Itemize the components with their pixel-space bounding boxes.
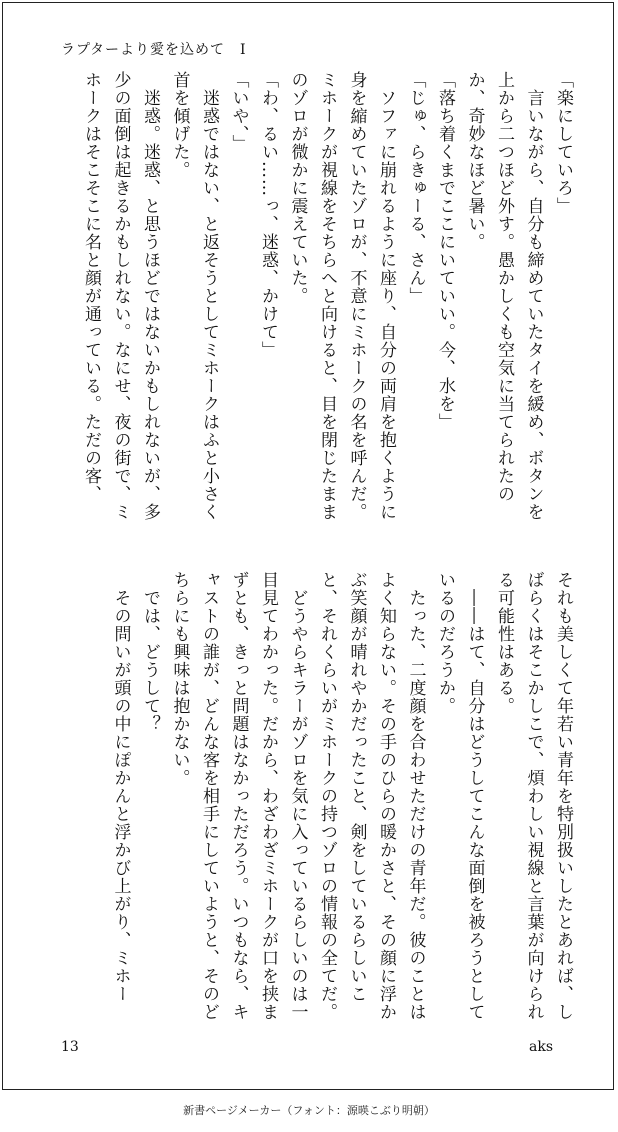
paragraph: 迷惑ではない、と返そうとしてミホークはふと小さく首を傾げた。 — [169, 71, 219, 521]
page-number: 13 — [61, 1039, 79, 1055]
author-name: aks — [528, 1039, 553, 1055]
text-column-bottom — [35, 571, 577, 1031]
paragraph: その問いが頭の中にぽかんと浮かび上がり、ミホー — [110, 571, 131, 1003]
paragraph: それも美しくて年若い青年を特別扱いしたとあれば、しばらくはそこかしこで、煩わしい視線と言葉が向けられる可能性はある。 — [494, 571, 573, 1021]
paragraph: ソファに崩れるように座り、自分の両肩を抱くように身を縮めていたゾロが、不意にミホークの名を呼んだ。ミホークが視線をそちらへと向けると、目を閉じたままのゾロが微かに震えていた。 — [287, 71, 396, 521]
paragraph: ――はて、自分はどうしてこんな面倒を被ろうとしているのだろうか。 — [435, 571, 485, 1021]
paragraph: 「落ち着くまでここにいていい。今、水を」 — [435, 71, 455, 431]
paragraph: では、どうして？ — [140, 571, 160, 733]
book-page — [2, 2, 614, 1090]
paragraph: 言いながら、自分も締めていたタイを緩め、ボタンを上から二つほど外す。愚かしくも空気に当てられたのか、奇妙なほど暑い。 — [464, 71, 544, 521]
paragraph: 迷惑。迷惑、と思うほどではないかもしれないが、多少の面倒は起きるかもしれない。なにせ、夜の街で、ミホークはそこそこに名と顔が通っている。ただの客、 — [81, 71, 160, 521]
paragraph: たった、二度顔を合わせただけの青年だ。彼のことはよく知らない。その手のひらの暖かさと、その顔に浮かぶ笑顔が晴れやかだったこと、剣をしているらしいこと、それくらいがミホークの持つゾロの情報の全てだ。 — [317, 571, 426, 1021]
paragraph: 「いや、」 — [228, 71, 249, 153]
paragraph: 「じゅ、らきゅーる、さん」 — [405, 71, 426, 305]
paragraph: 「楽にしていろ」 — [553, 71, 573, 215]
text-column-top — [35, 71, 577, 531]
running-header-title: ラプターより愛を込めて Ⅰ — [61, 42, 247, 58]
paragraph: どうやらキラーがゾロを気に入っているらしいのは一目見てわかった。だから、わざわざミホークが口を挟まずとも、きっと問題はなかっただろう。いつもなら、キャストの誰が、どんな客を相手にしていようと、そのどちらにも興味は抱かない。 — [169, 571, 308, 1021]
generator-caption: 新書ページメーカー（フォント：源暎こぶり明朝） — [183, 1104, 435, 1117]
paragraph: 「わ、るい……っ、迷惑、かけて」 — [258, 71, 278, 359]
